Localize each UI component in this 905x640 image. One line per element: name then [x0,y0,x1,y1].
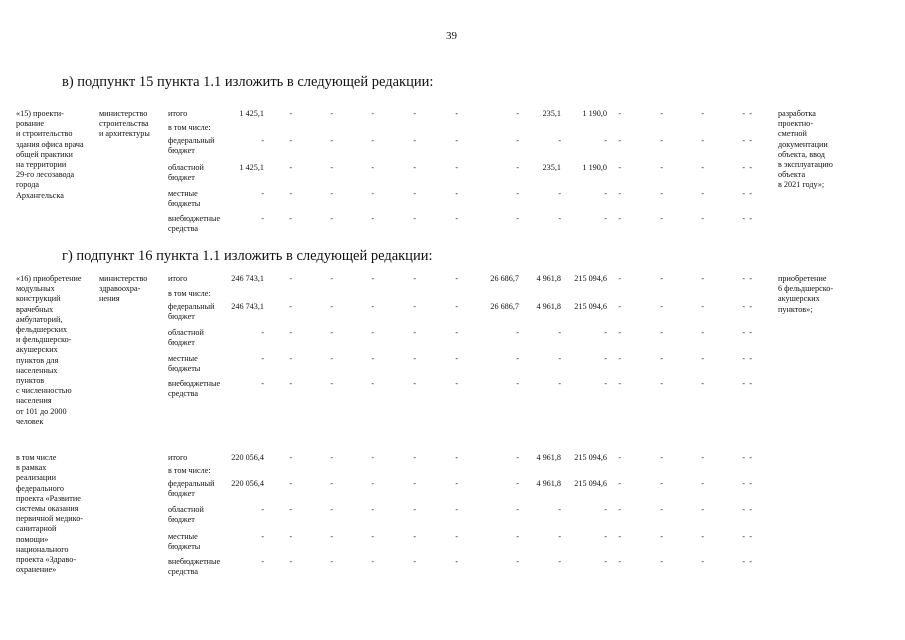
empty-cell: - [660,109,663,118]
empty-cell: - [371,136,374,145]
empty-cell: - [749,453,752,462]
empty-cell: - [330,557,333,566]
empty-cell: - [742,505,745,514]
empty-cell: - [660,453,663,462]
empty-cell: - [742,328,745,337]
empty-cell: - [701,557,704,566]
empty-cell: - [558,189,561,198]
empty-cell: - [516,189,519,198]
empty-cell: - [413,505,416,514]
empty-cell: - [261,328,264,337]
empty-cell: - [742,354,745,363]
empty-cell: - [558,379,561,388]
empty-cell: - [749,505,752,514]
row-label: внебюджетные средства [168,379,221,399]
empty-cell: - [455,328,458,337]
section-heading-16: г) подпункт 16 пункта 1.1 изложить в следующей редакции: [62,248,433,264]
row-label: федеральный бюджет [168,302,215,322]
empty-cell: - [749,379,752,388]
empty-cell: - [261,354,264,363]
empty-cell: - [413,109,416,118]
result-15: разработка проектно- сметной документации объекта, ввод в эксплуатацию объекта в 2021 году»; [778,109,833,190]
empty-cell: - [742,453,745,462]
empty-cell: - [455,136,458,145]
empty-cell: - [455,214,458,223]
amount-cell: 246 743,1 [231,274,264,283]
empty-cell: - [330,189,333,198]
empty-cell: - [618,328,621,337]
empty-cell: - [660,274,663,283]
empty-cell: - [371,479,374,488]
empty-cell: - [749,532,752,541]
page-number: 39 [446,30,457,42]
empty-cell: - [371,163,374,172]
empty-cell: - [289,302,292,311]
empty-cell: - [660,163,663,172]
empty-cell: - [413,479,416,488]
empty-cell: - [413,453,416,462]
amount-cell: 26 686,7 [490,274,519,283]
empty-cell: - [604,189,607,198]
measure-name-15: «15) проекти- рование и строительство здания офиса врача общей практики на территории 29-го лесозавода города Архангельска [16,109,84,200]
empty-cell: - [261,136,264,145]
amount-cell: 1 190,0 [582,163,607,172]
empty-cell: - [413,274,416,283]
amount-cell: 215 094,6 [574,274,607,283]
empty-cell: - [701,189,704,198]
empty-cell: - [516,453,519,462]
empty-cell: - [516,379,519,388]
empty-cell: - [455,532,458,541]
empty-cell: - [660,189,663,198]
empty-cell: - [660,302,663,311]
empty-cell: - [701,453,704,462]
empty-cell: - [330,479,333,488]
empty-cell: - [330,328,333,337]
empty-cell: - [701,532,704,541]
result-16: приобретение 6 фельдшерско- акушерских пунктов»; [778,274,834,314]
executor-16: министерство здравоохра- нения [99,274,148,304]
empty-cell: - [261,505,264,514]
empty-cell: - [261,532,264,541]
empty-cell: - [742,136,745,145]
amount-cell: 215 094,6 [574,302,607,311]
amount-cell: 215 094,6 [574,453,607,462]
empty-cell: - [604,328,607,337]
empty-cell: - [742,214,745,223]
empty-cell: - [701,109,704,118]
empty-cell: - [742,479,745,488]
empty-cell: - [330,163,333,172]
empty-cell: - [742,274,745,283]
empty-cell: - [455,453,458,462]
empty-cell: - [749,479,752,488]
empty-cell: - [261,557,264,566]
empty-cell: - [701,163,704,172]
empty-cell: - [742,379,745,388]
empty-cell: - [618,189,621,198]
empty-cell: - [413,214,416,223]
row-label: в том числе: [168,123,211,132]
empty-cell: - [604,505,607,514]
empty-cell: - [330,136,333,145]
empty-cell: - [455,379,458,388]
row-label: федеральный бюджет [168,136,215,156]
empty-cell: - [749,274,752,283]
empty-cell: - [660,328,663,337]
row-label: местные бюджеты [168,354,201,374]
empty-cell: - [261,189,264,198]
amount-cell: 220 056,4 [231,479,264,488]
empty-cell: - [371,453,374,462]
empty-cell: - [516,479,519,488]
empty-cell: - [749,109,752,118]
row-label: областной бюджет [168,328,204,348]
empty-cell: - [618,532,621,541]
empty-cell: - [558,532,561,541]
empty-cell: - [660,532,663,541]
empty-cell: - [749,136,752,145]
empty-cell: - [516,532,519,541]
empty-cell: - [618,109,621,118]
empty-cell: - [604,214,607,223]
empty-cell: - [749,557,752,566]
empty-cell: - [742,109,745,118]
empty-cell: - [455,505,458,514]
empty-cell: - [516,505,519,514]
amount-cell: 1 425,1 [239,163,264,172]
empty-cell: - [289,136,292,145]
empty-cell: - [618,479,621,488]
amount-cell: 1 425,1 [239,109,264,118]
amount-cell: 4 961,8 [536,302,561,311]
empty-cell: - [558,505,561,514]
empty-cell: - [742,189,745,198]
empty-cell: - [660,136,663,145]
empty-cell: - [604,354,607,363]
empty-cell: - [660,379,663,388]
empty-cell: - [618,136,621,145]
empty-cell: - [749,163,752,172]
row-label: областной бюджет [168,163,204,183]
empty-cell: - [330,453,333,462]
empty-cell: - [455,109,458,118]
amount-cell: 235,1 [542,163,561,172]
empty-cell: - [701,328,704,337]
empty-cell: - [701,136,704,145]
empty-cell: - [289,328,292,337]
empty-cell: - [701,479,704,488]
empty-cell: - [742,557,745,566]
empty-cell: - [618,163,621,172]
empty-cell: - [742,532,745,541]
empty-cell: - [371,189,374,198]
empty-cell: - [289,479,292,488]
amount-cell: 220 056,4 [231,453,264,462]
empty-cell: - [413,189,416,198]
empty-cell: - [330,302,333,311]
section-heading-15: в) подпункт 15 пункта 1.1 изложить в следующей редакции: [62,74,434,90]
empty-cell: - [371,532,374,541]
executor-15: министерство строительства и архитектуры [99,109,150,139]
empty-cell: - [371,302,374,311]
empty-cell: - [749,354,752,363]
empty-cell: - [413,136,416,145]
empty-cell: - [371,328,374,337]
empty-cell: - [455,354,458,363]
empty-cell: - [413,163,416,172]
empty-cell: - [413,379,416,388]
empty-cell: - [558,328,561,337]
empty-cell: - [289,163,292,172]
amount-cell: 4 961,8 [536,479,561,488]
empty-cell: - [413,354,416,363]
empty-cell: - [330,214,333,223]
empty-cell: - [289,214,292,223]
row-label: внебюджетные средства [168,557,221,577]
empty-cell: - [455,274,458,283]
empty-cell: - [371,214,374,223]
row-label: в том числе: [168,289,211,298]
row-label: местные бюджеты [168,532,201,552]
empty-cell: - [749,214,752,223]
row-label: федеральный бюджет [168,479,215,499]
empty-cell: - [289,354,292,363]
empty-cell: - [330,274,333,283]
empty-cell: - [618,379,621,388]
empty-cell: - [455,302,458,311]
empty-cell: - [660,505,663,514]
empty-cell: - [516,214,519,223]
empty-cell: - [701,302,704,311]
empty-cell: - [371,109,374,118]
empty-cell: - [604,136,607,145]
empty-cell: - [289,189,292,198]
empty-cell: - [516,136,519,145]
empty-cell: - [455,479,458,488]
amount-cell: 4 961,8 [536,274,561,283]
empty-cell: - [413,302,416,311]
empty-cell: - [516,163,519,172]
empty-cell: - [330,532,333,541]
row-label: местные бюджеты [168,189,201,209]
empty-cell: - [289,109,292,118]
empty-cell: - [604,379,607,388]
empty-cell: - [618,214,621,223]
amount-cell: 246 743,1 [231,302,264,311]
empty-cell: - [660,214,663,223]
amount-cell: 235,1 [542,109,561,118]
empty-cell: - [749,189,752,198]
empty-cell: - [289,505,292,514]
empty-cell: - [516,354,519,363]
row-label: итого [168,453,188,462]
empty-cell: - [701,379,704,388]
empty-cell: - [558,354,561,363]
empty-cell: - [330,505,333,514]
empty-cell: - [371,274,374,283]
row-label: итого [168,274,188,283]
empty-cell: - [701,274,704,283]
row-label: итого [168,109,188,118]
empty-cell: - [261,214,264,223]
amount-cell: 1 190,0 [582,109,607,118]
empty-cell: - [330,379,333,388]
empty-cell: - [261,379,264,388]
row-label: в том числе: [168,466,211,475]
row-label: областной бюджет [168,505,204,525]
empty-cell: - [413,328,416,337]
empty-cell: - [604,532,607,541]
empty-cell: - [455,557,458,566]
empty-cell: - [558,557,561,566]
empty-cell: - [330,109,333,118]
empty-cell: - [371,557,374,566]
empty-cell: - [742,163,745,172]
empty-cell: - [749,302,752,311]
empty-cell: - [701,354,704,363]
empty-cell: - [330,354,333,363]
empty-cell: - [558,214,561,223]
empty-cell: - [289,274,292,283]
empty-cell: - [660,557,663,566]
empty-cell: - [289,532,292,541]
empty-cell: - [455,163,458,172]
measure-name-16: «16) приобретение модульных конструкций врачебных амбулаторий, фельдшерских и фельдшерско- акушерских пунктов для населенных пунктов с численностью населения от 101 до 2000 человек [16,274,82,426]
empty-cell: - [289,453,292,462]
empty-cell: - [618,505,621,514]
empty-cell: - [371,354,374,363]
empty-cell: - [516,109,519,118]
empty-cell: - [413,532,416,541]
empty-cell: - [516,557,519,566]
empty-cell: - [604,557,607,566]
empty-cell: - [618,274,621,283]
subproject-name: в том числе в рамках реализации федерального проекта «Развитие системы оказания первичной медико- санитарной помощи» национального проекта «Здраво- охранение» [16,453,84,575]
empty-cell: - [742,302,745,311]
row-label: внебюджетные средства [168,214,221,234]
empty-cell: - [660,354,663,363]
empty-cell: - [618,354,621,363]
empty-cell: - [660,479,663,488]
empty-cell: - [413,557,416,566]
empty-cell: - [371,505,374,514]
amount-cell: 215 094,6 [574,479,607,488]
empty-cell: - [516,328,519,337]
empty-cell: - [618,557,621,566]
empty-cell: - [618,453,621,462]
empty-cell: - [371,379,374,388]
empty-cell: - [455,189,458,198]
empty-cell: - [289,557,292,566]
empty-cell: - [289,379,292,388]
empty-cell: - [558,136,561,145]
empty-cell: - [701,505,704,514]
empty-cell: - [618,302,621,311]
amount-cell: 4 961,8 [536,453,561,462]
empty-cell: - [701,214,704,223]
amount-cell: 26 686,7 [490,302,519,311]
empty-cell: - [749,328,752,337]
